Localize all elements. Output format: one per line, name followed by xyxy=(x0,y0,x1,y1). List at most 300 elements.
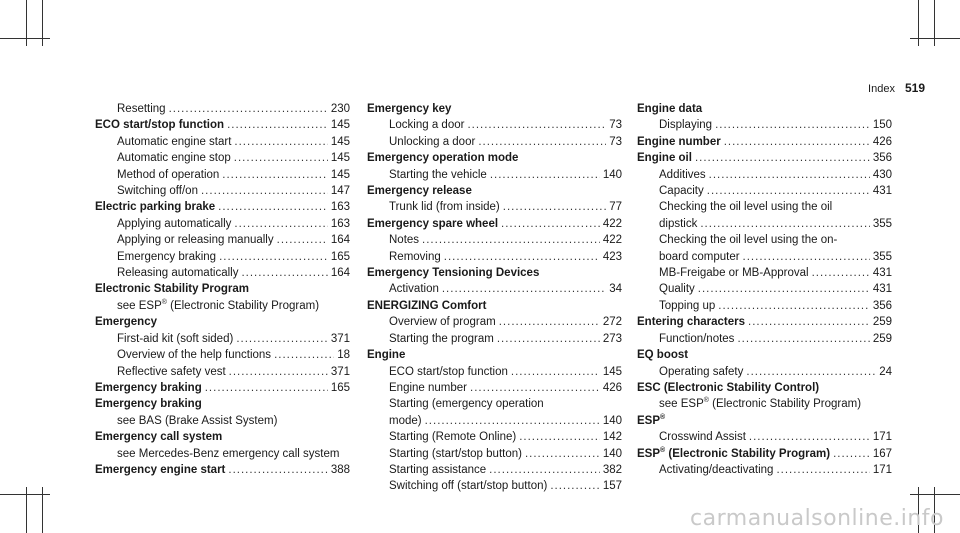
page-ref: 34 xyxy=(609,283,622,296)
page-ref: 171 xyxy=(872,431,892,444)
entry-label xyxy=(389,281,439,297)
index-sub-entry xyxy=(637,249,892,265)
entry-text: ESP xyxy=(637,414,661,427)
entry-text: Starting the vehicle xyxy=(389,168,487,181)
entry-text: see ESP xyxy=(117,299,162,312)
index-heading xyxy=(637,380,892,396)
entry-label xyxy=(117,232,274,248)
entry-label xyxy=(389,446,522,462)
page-ref: 147 xyxy=(330,185,350,198)
entry-text: ESP xyxy=(637,447,661,460)
dot-leader xyxy=(489,462,600,478)
dot-leader xyxy=(169,101,328,117)
entry-label xyxy=(117,101,166,117)
entry-label xyxy=(367,216,498,232)
entry-label xyxy=(117,347,271,363)
dot-leader xyxy=(511,364,600,380)
entry-text: see BAS (Brake Assist System) xyxy=(117,414,278,427)
entry-text: Emergency release xyxy=(367,185,472,198)
index-sub-entry xyxy=(637,331,892,347)
crop-mark xyxy=(0,38,50,39)
index-column-3 xyxy=(637,101,892,478)
entry-label xyxy=(637,314,745,330)
dot-leader xyxy=(478,134,606,150)
index-sub-entry xyxy=(367,380,622,396)
page-ref: 24 xyxy=(879,365,892,378)
crop-mark xyxy=(42,0,43,46)
dot-leader xyxy=(833,446,870,462)
entry-text: Emergency braking xyxy=(95,381,202,394)
index-heading xyxy=(367,298,622,314)
dot-leader xyxy=(490,167,600,183)
entry-label xyxy=(389,429,516,445)
index-sub-entry xyxy=(367,462,622,478)
entry-text: Engine data xyxy=(637,103,703,115)
entry-label xyxy=(389,380,467,396)
index-note xyxy=(95,298,350,314)
entry-text: Locking a door xyxy=(389,119,465,132)
page-ref: 163 xyxy=(330,217,350,230)
entry-text: Checking the oil level using the oil xyxy=(659,201,833,214)
page-ref: 142 xyxy=(602,431,622,444)
entry-text: Function/notes xyxy=(659,332,735,345)
entry-label xyxy=(117,216,231,232)
section-title: Index xyxy=(868,83,895,95)
dot-leader xyxy=(241,265,327,281)
index-sub-entry xyxy=(637,364,892,380)
dot-leader xyxy=(709,167,870,183)
page-ref: 73 xyxy=(609,135,622,148)
dot-leader xyxy=(700,216,869,232)
dot-leader xyxy=(277,232,328,248)
entry-text: Activating/deactivating xyxy=(659,463,774,476)
dot-leader xyxy=(205,380,328,396)
entry-label xyxy=(95,462,225,478)
page-ref: 77 xyxy=(609,201,622,214)
entry-text: Topping up xyxy=(659,299,716,312)
index-heading xyxy=(367,183,622,199)
index-sub-entry xyxy=(95,216,350,232)
entry-text: Starting the program xyxy=(389,332,494,345)
dot-leader xyxy=(503,199,606,215)
index-sub-entry xyxy=(637,216,892,232)
entry-text: Applying or releasing manually xyxy=(117,234,274,247)
crop-mark xyxy=(910,38,960,39)
dot-leader xyxy=(724,134,870,150)
dot-leader xyxy=(444,249,600,265)
index-sub-entry xyxy=(95,232,350,248)
registered-mark: ® xyxy=(660,446,666,454)
entry-text: Emergency braking xyxy=(117,250,217,263)
entry-label xyxy=(637,134,721,150)
dot-leader xyxy=(227,117,328,133)
entry-text: Engine number xyxy=(637,135,721,148)
entry-text: Engine xyxy=(367,349,406,362)
dot-leader xyxy=(743,249,870,265)
index-note xyxy=(637,396,892,412)
index-sub-entry xyxy=(367,249,622,265)
dot-leader xyxy=(499,314,600,330)
index-column-1 xyxy=(95,101,350,478)
page-ref: 145 xyxy=(330,152,350,165)
entry-text: mode) xyxy=(389,414,422,427)
page-ref: 145 xyxy=(602,365,622,378)
index-sub-entry xyxy=(367,478,622,494)
entry-text: (Electronic Stability Program) xyxy=(665,447,831,460)
entry-label xyxy=(389,199,500,215)
index-sub-entry xyxy=(367,314,622,330)
index-heading xyxy=(95,281,350,297)
entry-text: Entering characters xyxy=(637,316,746,329)
page-ref: 431 xyxy=(872,283,892,296)
entry-text: Releasing automatically xyxy=(117,267,239,280)
entry-label xyxy=(659,462,773,478)
entry-text: Reflective safety vest xyxy=(117,365,226,378)
entry-label xyxy=(389,134,475,150)
entry-text: Automatic engine stop xyxy=(117,152,231,165)
index-sub-entry xyxy=(367,331,622,347)
index-sub-entry xyxy=(367,446,622,462)
entry-text: Emergency call system xyxy=(95,431,223,444)
page-ref: 165 xyxy=(330,381,350,394)
page-ref: 163 xyxy=(330,201,350,214)
entry-text: Emergency spare wheel xyxy=(367,217,499,230)
page-ref: 167 xyxy=(872,447,892,460)
entry-label xyxy=(389,364,508,380)
dot-leader xyxy=(234,216,327,232)
entry-text: ECO start/stop function xyxy=(95,119,225,132)
dot-leader xyxy=(695,150,870,166)
index-sub-entry xyxy=(95,265,350,281)
entry-label xyxy=(95,380,202,396)
page-ref: 355 xyxy=(872,217,892,230)
index-heading-entry xyxy=(637,134,892,150)
entry-text: Method of operation xyxy=(117,168,220,181)
entry-label xyxy=(389,167,487,183)
index-sub-entry xyxy=(95,134,350,150)
entry-text: First-aid kit (soft sided) xyxy=(117,332,234,345)
index-heading xyxy=(367,150,622,166)
index-sub-entry xyxy=(95,249,350,265)
index-heading xyxy=(367,101,622,117)
index-sub-entry xyxy=(95,331,350,347)
registered-mark: ® xyxy=(703,397,709,405)
entry-text: Trunk lid (from inside) xyxy=(389,201,500,214)
dot-leader xyxy=(234,134,327,150)
entry-text: Crosswind Assist xyxy=(659,431,746,444)
page-ref: 157 xyxy=(602,480,622,493)
index-sub-entry xyxy=(367,429,622,445)
entry-label xyxy=(637,150,692,166)
dot-leader xyxy=(501,216,600,232)
page-ref: 164 xyxy=(330,234,350,247)
index-heading xyxy=(637,101,892,117)
index-note xyxy=(637,199,892,215)
dot-leader xyxy=(707,183,870,199)
dot-leader xyxy=(776,462,869,478)
entry-label xyxy=(117,265,238,281)
dot-leader xyxy=(201,183,328,199)
index-sub-entry xyxy=(367,281,622,297)
entry-text: Emergency operation mode xyxy=(367,152,519,165)
index-note xyxy=(95,413,350,429)
dot-leader xyxy=(525,446,600,462)
dot-leader xyxy=(470,380,600,396)
index-sub-entry xyxy=(637,429,892,445)
dot-leader xyxy=(698,281,870,297)
entry-label xyxy=(659,216,697,232)
index-sub-entry xyxy=(95,167,350,183)
page-ref: 382 xyxy=(602,463,622,476)
page-ref: 388 xyxy=(330,463,350,476)
dot-leader xyxy=(228,462,327,478)
dot-leader xyxy=(422,232,600,248)
entry-text: ESC (Electronic Stability Control) xyxy=(637,381,820,394)
entry-text: Notes xyxy=(389,234,420,247)
entry-text: Operating safety xyxy=(659,365,744,378)
dot-leader xyxy=(467,117,606,133)
page-ref: 18 xyxy=(337,349,350,362)
entry-text: Electronic Stability Program xyxy=(95,283,250,296)
page-header xyxy=(868,81,925,95)
page-ref: 371 xyxy=(330,365,350,378)
entry-label xyxy=(637,446,830,462)
page-ref: 430 xyxy=(872,168,892,181)
entry-label xyxy=(389,117,464,133)
page-ref: 426 xyxy=(602,381,622,394)
dot-leader xyxy=(274,347,334,363)
registered-mark: ® xyxy=(161,299,167,307)
dot-leader xyxy=(218,199,328,215)
dot-leader xyxy=(749,429,870,445)
entry-text: ECO start/stop function xyxy=(389,365,508,378)
index-heading-entry xyxy=(95,462,350,478)
index-note xyxy=(637,232,892,248)
crop-mark xyxy=(910,494,960,495)
entry-text: EQ boost xyxy=(637,349,689,362)
crop-mark xyxy=(918,0,919,46)
crop-mark xyxy=(26,0,27,46)
page-ref: 356 xyxy=(872,299,892,312)
registered-mark: ® xyxy=(660,413,666,421)
entry-text: dipstick xyxy=(659,217,698,230)
entry-label xyxy=(117,134,231,150)
index-heading-entry xyxy=(95,380,350,396)
page-ref: 426 xyxy=(872,135,892,148)
watermark: carmanualsonline.info xyxy=(690,506,944,531)
entry-text: Emergency key xyxy=(367,103,452,115)
page-ref: 422 xyxy=(602,234,622,247)
entry-text: Switching off (start/stop button) xyxy=(389,480,548,493)
page-ref: 355 xyxy=(872,250,892,263)
entry-text: Overview of the help functions xyxy=(117,349,272,362)
entry-label xyxy=(117,167,219,183)
entry-label xyxy=(389,232,419,248)
dot-leader xyxy=(550,478,600,494)
index-heading-entry xyxy=(637,446,892,462)
index-sub-entry xyxy=(637,183,892,199)
index-sub-entry xyxy=(367,232,622,248)
page-ref: 422 xyxy=(602,217,622,230)
entry-text: Resetting xyxy=(117,103,166,115)
entry-label xyxy=(389,413,422,429)
index-sub-entry xyxy=(95,364,350,380)
dot-leader xyxy=(519,429,600,445)
index-heading xyxy=(637,347,892,363)
index-heading xyxy=(637,413,892,429)
index-sub-entry xyxy=(637,167,892,183)
index-heading xyxy=(367,347,622,363)
index-sub-entry xyxy=(637,462,892,478)
entry-label xyxy=(117,150,231,166)
entry-text: board computer xyxy=(659,250,740,263)
entry-text: Overview of program xyxy=(389,316,496,329)
index-sub-entry xyxy=(637,117,892,133)
page-ref: 230 xyxy=(330,103,350,115)
entry-text: Removing xyxy=(389,250,441,263)
entry-text: Emergency Tensioning Devices xyxy=(367,267,540,280)
crop-mark xyxy=(0,494,50,495)
dot-leader xyxy=(425,413,600,429)
index-column-2 xyxy=(367,101,622,495)
entry-text: MB-Freigabe or MB-Approval xyxy=(659,267,809,280)
page-ref: 164 xyxy=(330,267,350,280)
dot-leader xyxy=(718,298,870,314)
dot-leader xyxy=(737,331,869,347)
entry-text: (Electronic Stability Program) xyxy=(708,398,862,411)
entry-label xyxy=(659,167,706,183)
dot-leader xyxy=(219,249,328,265)
dot-leader xyxy=(715,117,870,133)
entry-text: Displaying xyxy=(659,119,713,132)
entry-text: Electric parking brake xyxy=(95,201,216,214)
entry-text: Quality xyxy=(659,283,695,296)
entry-label xyxy=(659,249,740,265)
entry-label xyxy=(389,478,547,494)
entry-label xyxy=(659,117,712,133)
entry-text: Emergency engine start xyxy=(95,463,226,476)
crop-mark xyxy=(934,0,935,46)
dot-leader xyxy=(234,150,328,166)
index-note xyxy=(95,446,350,462)
entry-label xyxy=(117,364,226,380)
entry-text: Automatic engine start xyxy=(117,135,232,148)
entry-label xyxy=(659,183,704,199)
entry-text: Engine oil xyxy=(637,152,692,165)
entry-label xyxy=(659,298,715,314)
entry-text: Emergency braking xyxy=(95,398,202,411)
entry-text: Emergency xyxy=(95,316,158,329)
dot-leader xyxy=(812,265,870,281)
page-number: 519 xyxy=(904,81,925,95)
page-ref: 431 xyxy=(872,185,892,198)
entry-label xyxy=(95,199,215,215)
entry-label xyxy=(659,265,809,281)
page-ref: 140 xyxy=(602,414,622,427)
page-ref: 259 xyxy=(872,316,892,329)
page-ref: 145 xyxy=(330,119,350,132)
entry-text: Capacity xyxy=(659,185,704,198)
entry-text: Starting assistance xyxy=(389,463,487,476)
index-heading xyxy=(95,314,350,330)
page-ref: 150 xyxy=(872,119,892,132)
entry-text: Additives xyxy=(659,168,706,181)
page-ref: 145 xyxy=(330,135,350,148)
entry-label xyxy=(117,183,198,199)
entry-text: Unlocking a door xyxy=(389,135,476,148)
dot-leader xyxy=(222,167,328,183)
index-sub-entry xyxy=(95,101,350,117)
entry-label xyxy=(95,117,224,133)
page-ref: 73 xyxy=(609,119,622,132)
entry-text: Starting (emergency operation xyxy=(389,398,544,411)
page-ref: 371 xyxy=(330,332,350,345)
index-note xyxy=(367,396,622,412)
entry-text: Starting (start/stop button) xyxy=(389,447,522,460)
index-sub-entry xyxy=(95,347,350,363)
index-sub-entry xyxy=(637,281,892,297)
index-heading xyxy=(95,396,350,412)
entry-label xyxy=(389,249,441,265)
index-sub-entry xyxy=(367,413,622,429)
entry-label xyxy=(117,331,233,347)
index-sub-entry xyxy=(637,298,892,314)
entry-label xyxy=(659,331,734,347)
dot-leader xyxy=(236,331,328,347)
index-heading-entry xyxy=(637,314,892,330)
index-heading-entry xyxy=(95,117,350,133)
index-sub-entry xyxy=(95,183,350,199)
index-sub-entry xyxy=(367,134,622,150)
index-sub-entry xyxy=(367,167,622,183)
dot-leader xyxy=(497,331,600,347)
entry-text: Activation xyxy=(389,283,439,296)
page-ref: 259 xyxy=(872,332,892,345)
index-sub-entry xyxy=(637,265,892,281)
entry-text: ENERGIZING Comfort xyxy=(367,299,487,312)
dot-leader xyxy=(746,364,876,380)
entry-label xyxy=(389,331,494,347)
index-heading xyxy=(367,265,622,281)
dot-leader xyxy=(229,364,328,380)
page-ref: 431 xyxy=(872,267,892,280)
entry-label xyxy=(659,429,746,445)
index-sub-entry xyxy=(367,364,622,380)
entry-text: Applying automatically xyxy=(117,217,232,230)
entry-text: Starting (Remote Online) xyxy=(389,431,517,444)
index-heading-entry xyxy=(367,216,622,232)
dot-leader xyxy=(748,314,870,330)
page-ref: 356 xyxy=(872,152,892,165)
page-ref: 140 xyxy=(602,168,622,181)
entry-text: Engine number xyxy=(389,381,467,394)
page-ref: 272 xyxy=(602,316,622,329)
entry-text: see ESP xyxy=(659,398,704,411)
page-ref: 273 xyxy=(602,332,622,345)
entry-text: Checking the oil level using the on- xyxy=(659,234,838,247)
index-heading-entry xyxy=(637,150,892,166)
entry-label xyxy=(389,462,486,478)
page-ref: 165 xyxy=(330,250,350,263)
entry-text: Switching off/on xyxy=(117,185,198,198)
page-ref: 423 xyxy=(602,250,622,263)
entry-label xyxy=(117,249,216,265)
dot-leader xyxy=(442,281,606,297)
index-sub-entry xyxy=(95,150,350,166)
index-heading-entry xyxy=(95,199,350,215)
entry-text: see Mercedes-Benz emergency call system xyxy=(117,447,340,460)
page-ref: 171 xyxy=(872,463,892,476)
